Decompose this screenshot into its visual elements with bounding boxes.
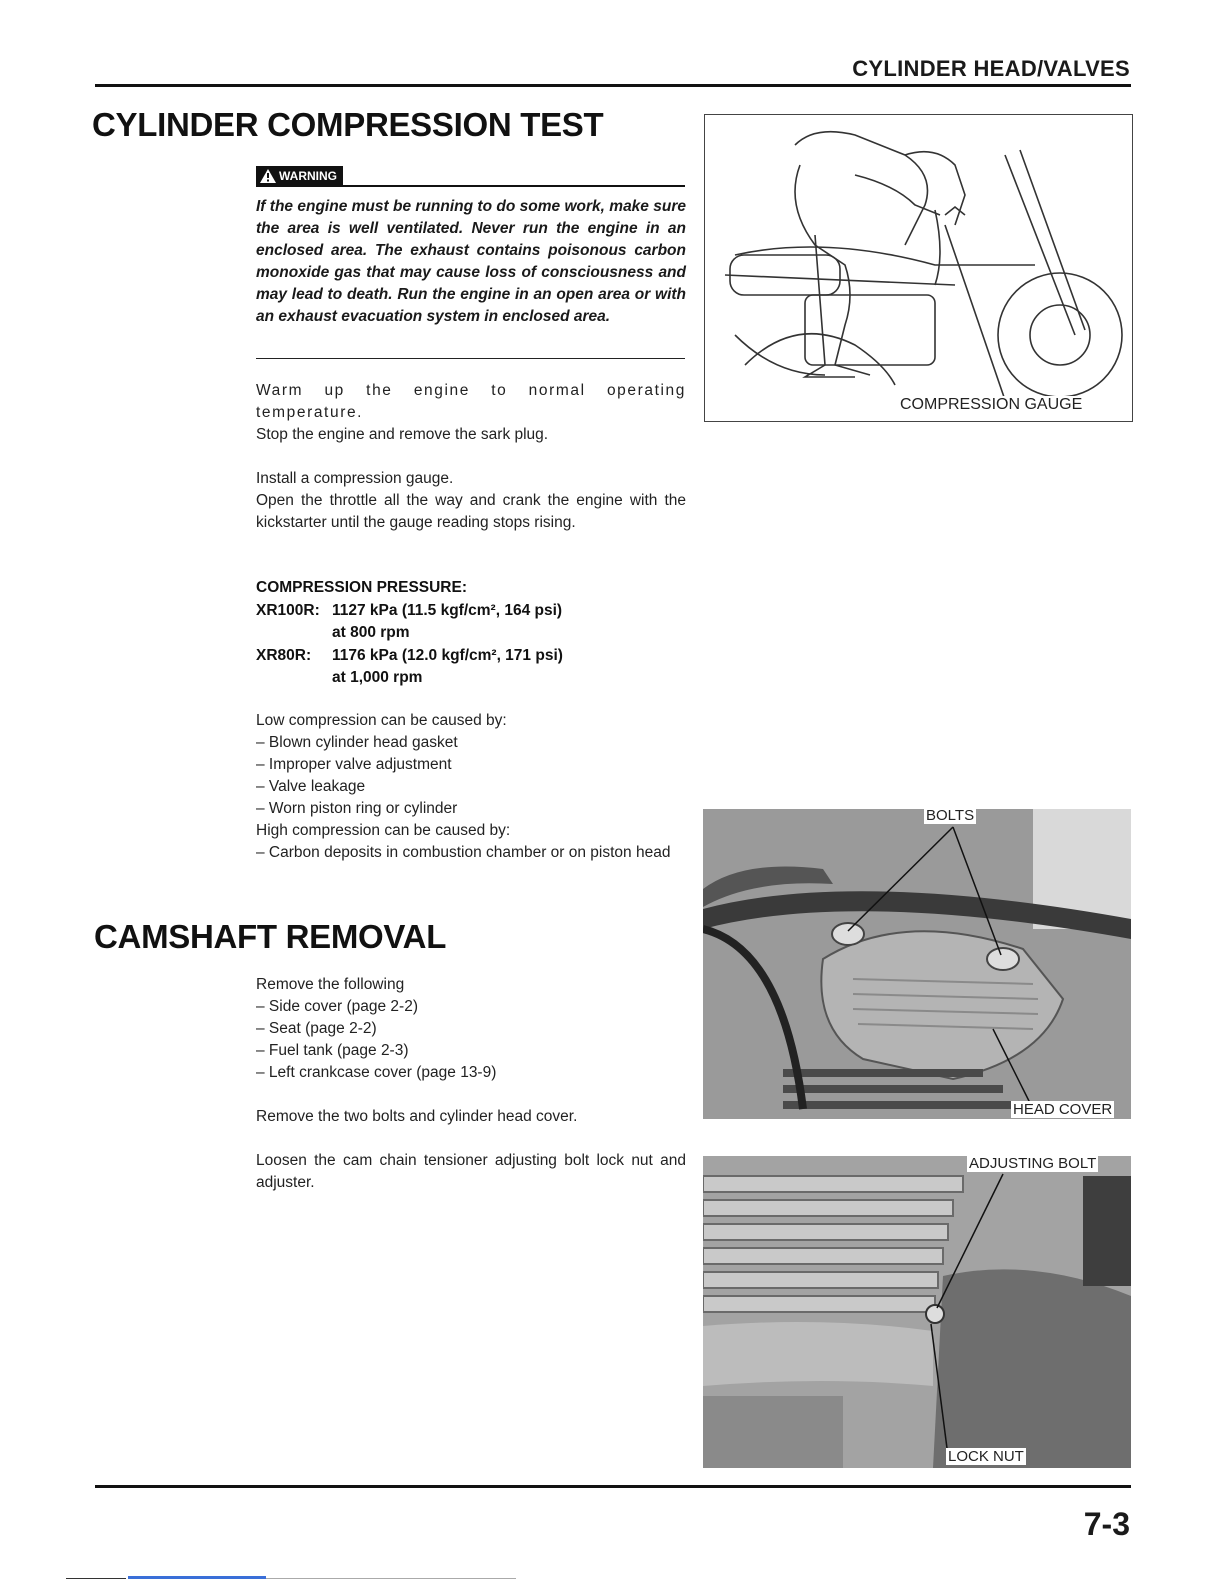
scan-edge-line bbox=[66, 1578, 126, 1579]
compression-spec bbox=[256, 577, 686, 690]
camshaft-removal-title: CAMSHAFT REMOVAL bbox=[94, 918, 447, 955]
spec-model: XR100R: bbox=[256, 601, 320, 619]
figure-caption: COMPRESSION GAUGE bbox=[900, 396, 1083, 413]
list-item: – Improper valve adjustment bbox=[256, 756, 452, 773]
cam-chain-tensioner-image bbox=[703, 1156, 1131, 1468]
step-remove-bolts: Remove the two bolts and cylinder head cover. bbox=[256, 1108, 578, 1125]
compression-causes bbox=[256, 710, 686, 864]
step-stop-engine: Stop the engine and remove the sark plug. bbox=[256, 426, 549, 443]
list-item: – Blown cylinder head gasket bbox=[256, 734, 458, 751]
bolts-label: BOLTS bbox=[926, 807, 975, 824]
spec-rpm: at 800 rpm bbox=[332, 624, 410, 641]
step-install-gauge: Install a compression gauge. bbox=[256, 470, 454, 487]
warning-rule bbox=[256, 185, 685, 187]
list-item: – Carbon deposits in combustion chamber or on piston head bbox=[256, 844, 671, 861]
step-loosen-tensioner: Loosen the cam chain tensioner adjusting bolt lock nut and adjuster. bbox=[256, 1152, 686, 1191]
head-cover-photo bbox=[703, 809, 1131, 1119]
running-header: CYLINDER HEAD/VALVES bbox=[852, 56, 1130, 81]
engine-head-cover-image bbox=[703, 809, 1131, 1119]
step-warm-up: Warm up the engine to normal operating temperature. bbox=[256, 382, 686, 421]
warning-label: WARNING bbox=[279, 169, 337, 183]
spec-row-xr80r bbox=[256, 645, 686, 668]
list-item: – Left crankcase cover (page 13-9) bbox=[256, 1064, 497, 1081]
list-item: – Side cover (page 2-2) bbox=[256, 998, 418, 1015]
page-number: 7-3 bbox=[1083, 1506, 1130, 1542]
spec-row-xr100r bbox=[256, 600, 686, 623]
footer-rule bbox=[95, 1485, 1131, 1488]
adjusting-bolt-photo bbox=[703, 1156, 1131, 1468]
scan-edge-line bbox=[266, 1578, 516, 1579]
list-item: – Worn piston ring or cylinder bbox=[256, 800, 458, 817]
spec-heading: COMPRESSION PRESSURE: bbox=[256, 579, 468, 596]
remove-following-intro: Remove the following bbox=[256, 976, 405, 993]
warning-badge bbox=[256, 166, 343, 186]
adjusting-bolt-label: ADJUSTING BOLT bbox=[969, 1155, 1097, 1172]
compression-steps bbox=[256, 380, 686, 534]
step-crank-engine: Open the throttle all the way and crank the engine with the kickstarter until the gauge reading stops rising. bbox=[256, 492, 686, 531]
spec-value: 1176 kPa (12.0 kgf/cm², 171 psi) bbox=[332, 646, 563, 664]
warning-triangle-icon bbox=[260, 169, 276, 183]
warning-text: If the engine must be running to do some work, make sure the area is well ventilated. Never run the engine in an enclosed area. The exhaust contains poisonous carbon monoxide gas that may cause loss of consciousness and may lead to death. Run the engine in an open area or with an exhaust evacuation system in enclosed area. bbox=[256, 198, 686, 325]
list-item: – Valve leakage bbox=[256, 778, 366, 795]
spec-value: 1127 kPa (11.5 kgf/cm², 164 psi) bbox=[332, 601, 563, 619]
compression-test-title: CYLINDER COMPRESSION TEST bbox=[92, 106, 604, 143]
low-causes-heading: Low compression can be caused by: bbox=[256, 712, 507, 729]
compression-gauge-figure bbox=[704, 114, 1133, 422]
lock-nut-label: LOCK NUT bbox=[948, 1448, 1024, 1465]
spec-model: XR80R: bbox=[256, 646, 312, 664]
high-causes-heading: High compression can be caused by: bbox=[256, 822, 511, 839]
list-item: – Seat (page 2-2) bbox=[256, 1020, 377, 1037]
warning-end-rule bbox=[256, 358, 685, 359]
motorcycle-rider-illustration bbox=[705, 115, 1132, 421]
header-rule bbox=[95, 84, 1131, 87]
spec-rpm: at 1,000 rpm bbox=[332, 669, 423, 686]
scan-edge-line bbox=[128, 1576, 266, 1579]
head-cover-label: HEAD COVER bbox=[1013, 1101, 1113, 1118]
list-item: – Fuel tank (page 2-3) bbox=[256, 1042, 409, 1059]
camshaft-steps bbox=[256, 974, 686, 1194]
